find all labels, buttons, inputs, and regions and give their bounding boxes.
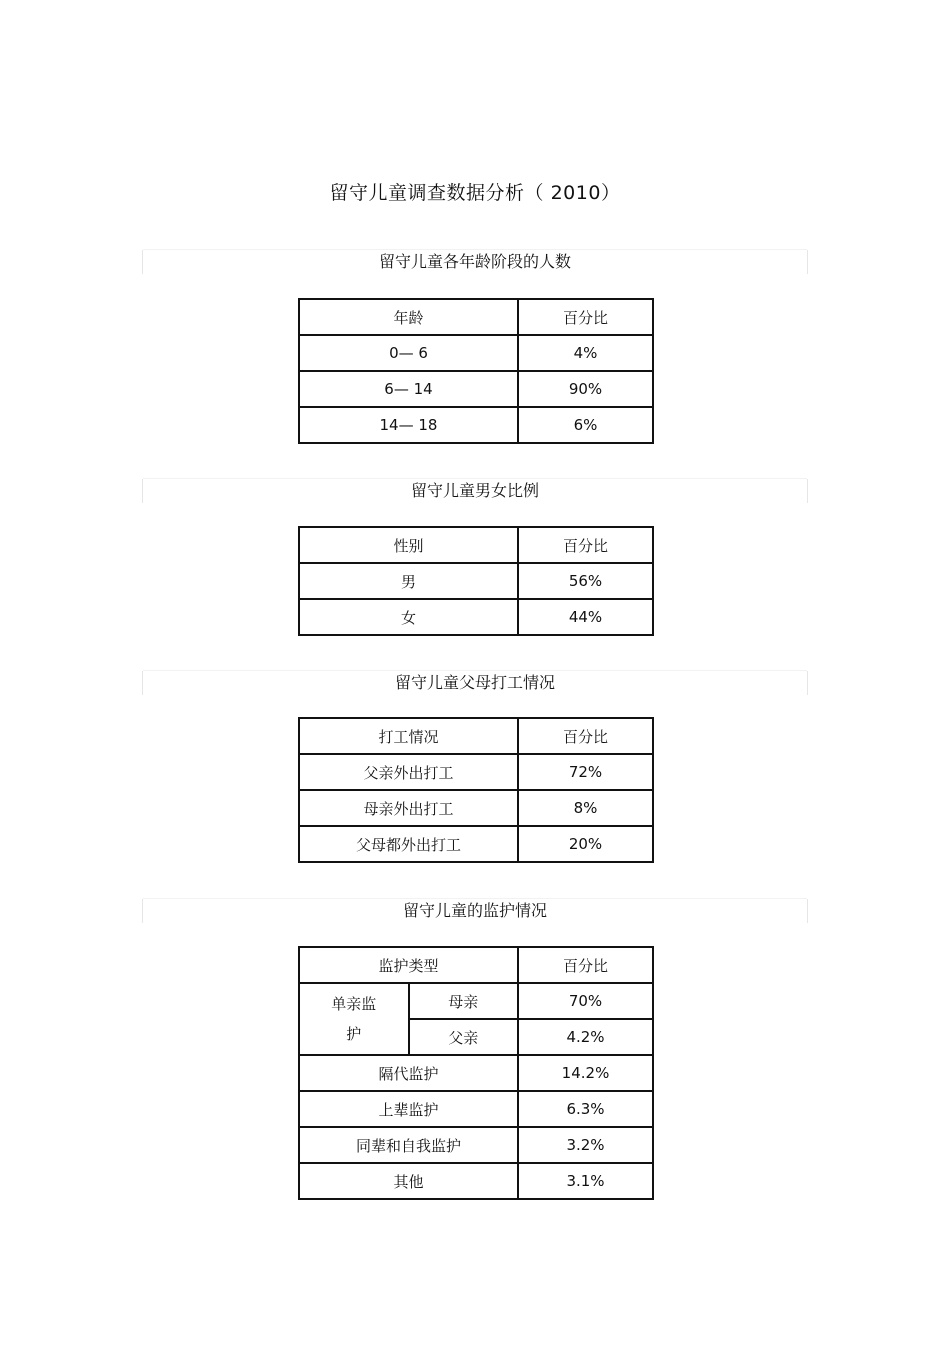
table-row [299,335,653,371]
percent-cell: 56% [518,563,653,599]
percent-cell: 90% [518,371,653,407]
single-parent-label-line2: 护 [346,1025,362,1043]
table-row [299,563,653,599]
table-row [299,407,653,443]
table-header-row [299,947,653,983]
document-title: 留守儿童调查数据分析（ 2010） [329,182,621,204]
table-row [299,754,653,790]
guardian-type-cell: 其他 [299,1163,518,1199]
age-table [298,298,654,444]
work-section-heading: 留守儿童父母打工情况 [142,671,808,695]
percent-cell: 20% [518,826,653,862]
single-parent-label-line1: 单亲监 [331,995,377,1013]
percent-cell: 6.3% [518,1091,653,1127]
percent-cell: 70% [518,983,653,1019]
column-header: 打工情况 [299,718,518,754]
guardian-section-heading: 留守儿童的监护情况 [142,899,808,923]
guardian-type-cell: 同辈和自我监护 [299,1127,518,1163]
gender-cell: 男 [299,563,518,599]
age-range-cell: 14— 18 [299,407,518,443]
table-row [299,790,653,826]
percent-cell: 6% [518,407,653,443]
work-table [298,717,654,863]
guardian-sub-type-cell: 母亲 [409,983,519,1019]
gender-cell: 女 [299,599,518,635]
guardian-sub-type-cell: 父亲 [409,1019,519,1055]
table-row [299,1163,653,1199]
table-row [299,1055,653,1091]
column-header: 年龄 [299,299,518,335]
gender-table [298,526,654,636]
table-row [299,599,653,635]
single-parent-cell [299,983,409,1055]
table-header-row [299,527,653,563]
work-status-cell: 母亲外出打工 [299,790,518,826]
percent-cell: 72% [518,754,653,790]
column-header: 性别 [299,527,518,563]
column-header: 百分比 [518,947,653,983]
table-header-row [299,299,653,335]
table-row [299,983,653,1019]
guardian-type-cell: 隔代监护 [299,1055,518,1091]
percent-cell: 44% [518,599,653,635]
percent-cell: 14.2% [518,1055,653,1091]
age-section-heading: 留守儿童各年龄阶段的人数 [142,250,808,274]
table-row [299,826,653,862]
percent-cell: 8% [518,790,653,826]
column-header: 百分比 [518,299,653,335]
table-row [299,1127,653,1163]
age-range-cell: 6— 14 [299,371,518,407]
guardian-table [298,946,654,1200]
percent-cell: 4.2% [518,1019,653,1055]
work-status-cell: 父母都外出打工 [299,826,518,862]
column-header: 百分比 [518,718,653,754]
column-header: 监护类型 [299,947,518,983]
percent-cell: 4% [518,335,653,371]
table-row [299,371,653,407]
age-range-cell: 0— 6 [299,335,518,371]
work-status-cell: 父亲外出打工 [299,754,518,790]
percent-cell: 3.2% [518,1127,653,1163]
gender-section-heading: 留守儿童男女比例 [142,479,808,503]
table-row [299,1091,653,1127]
column-header: 百分比 [518,527,653,563]
table-header-row [299,718,653,754]
percent-cell: 3.1% [518,1163,653,1199]
guardian-type-cell: 上辈监护 [299,1091,518,1127]
